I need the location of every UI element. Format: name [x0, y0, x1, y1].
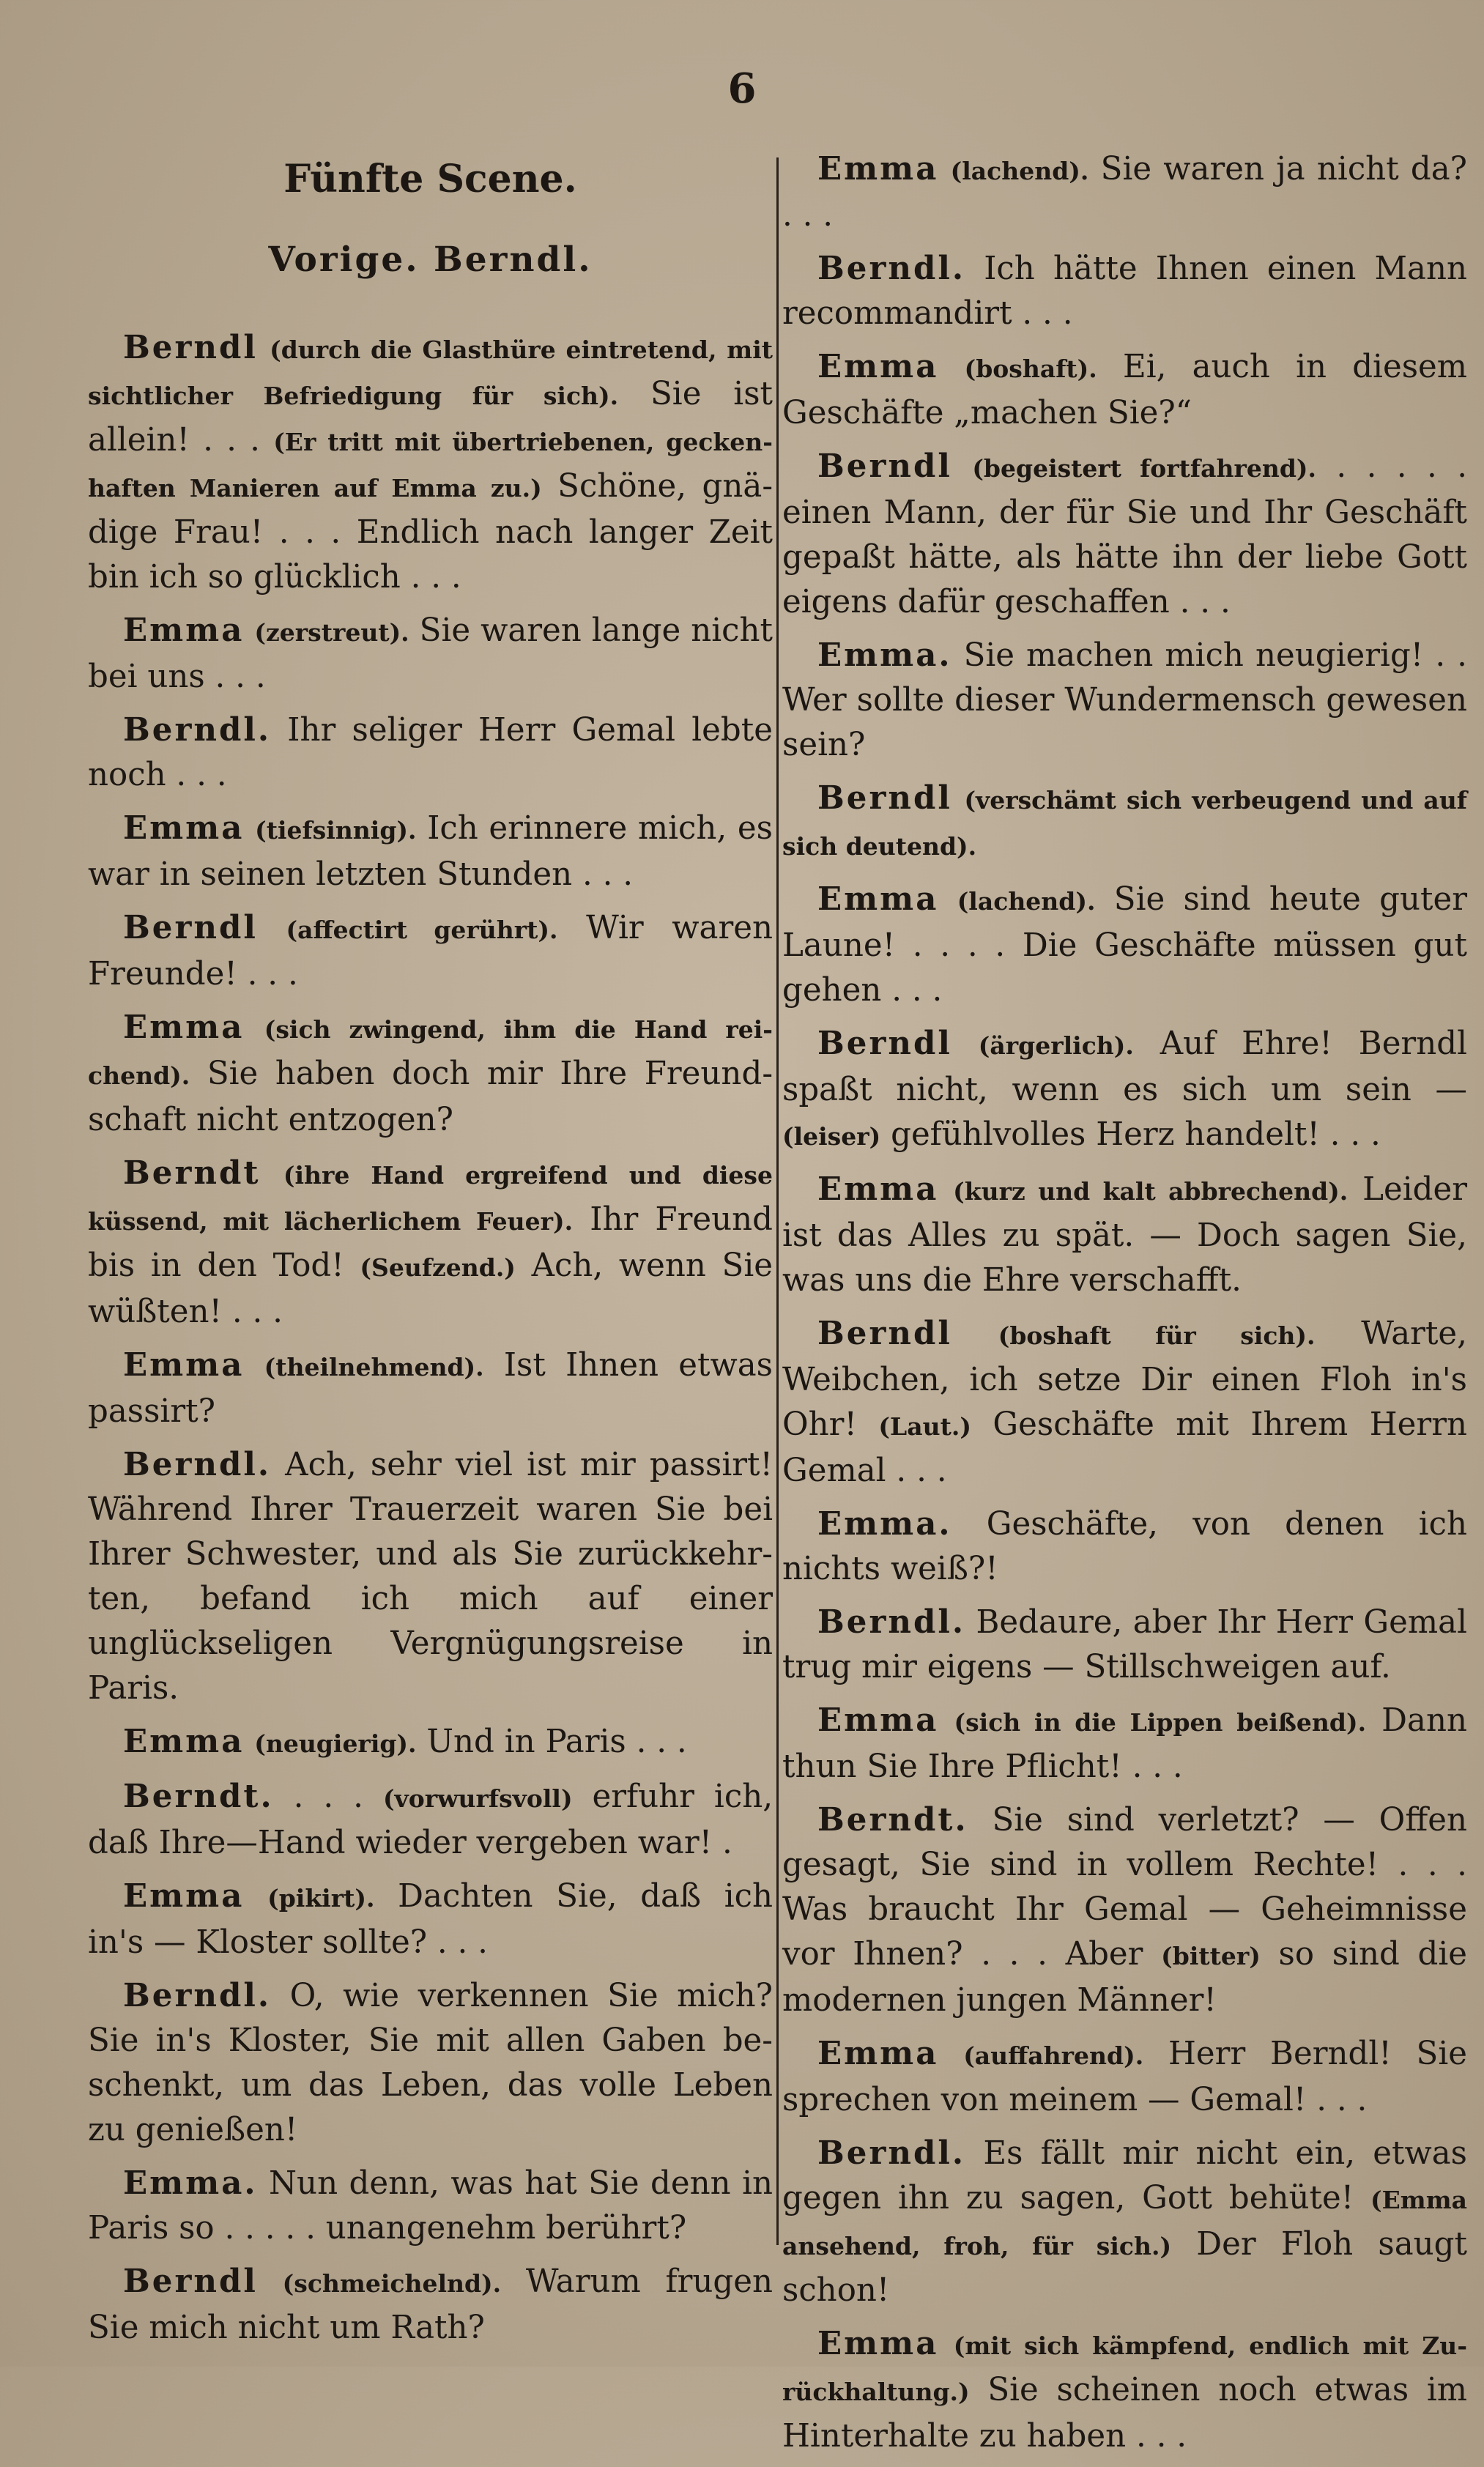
stage-direction: (ärgerlich). — [978, 1031, 1134, 1060]
speech-text: Warte, Weibchen, ich setze Dir einen Floh in's Ohr! — [782, 1316, 1468, 1443]
speech-paragraph — [88, 1973, 773, 2153]
speech-text: . . . — [293, 1778, 363, 1815]
stage-direction: (sich in die Lippen beißend). — [954, 1708, 1367, 1737]
speech-text: Geschäfte, von denen ich nichts weiß?! — [782, 1506, 1467, 1587]
speaker-name: Berndl — [123, 2263, 258, 2300]
speech-paragraph — [782, 146, 1467, 238]
stage-direction: (mit sich kämpfend, endlich mit Zurückhaltung.) — [782, 2331, 1468, 2406]
speech-text: Ach, sehr viel ist mir passirt! Während Ihrer Trauerzeit waren Sie bei Ihrer Schwester, und als Sie zurückkehrten, befand ich mich auf einer unglückseligen Vergnügungsreise in Paris. — [88, 1447, 773, 1707]
speech-text: Sie waren lange nicht bei uns . . . — [88, 612, 773, 695]
speech-paragraph — [782, 344, 1467, 436]
speech-paragraph — [782, 444, 1467, 625]
stage-direction: (bitter) — [1161, 1942, 1261, 1970]
page-number: 6 — [727, 64, 757, 113]
speaker-name: Emma. — [817, 1505, 952, 1543]
speech-text: Sie waren ja nicht da? . . . — [782, 151, 1467, 234]
speech-text: Herr Berndl! Sie sprechen von meinem — Gemal! . . . — [782, 2036, 1468, 2118]
stage-direction: (Er tritt mit übertriebenen, geckenhaften Manieren auf Emma zu.) — [88, 428, 773, 502]
speech-text: Ach, wenn Sie wüßten! . . . — [88, 1247, 773, 1330]
stage-direction: (kurz und kalt abbrechend). — [953, 1177, 1348, 1206]
speech-text: Dachten Sie, daß ich in's — Kloster sollte? . . . — [88, 1878, 773, 1961]
speech-paragraph — [782, 776, 1467, 869]
speaker-name: Emma — [817, 1702, 939, 1739]
stage-direction: (begeistert fortfahrend). — [972, 454, 1317, 483]
speech-paragraph — [782, 1311, 1467, 1494]
speaker-name: Berndl — [817, 1025, 952, 1062]
speech-text: erfuhr ich, daß Ihre—Hand wieder vergeben war! . — [88, 1778, 773, 1861]
stage-direction: (schmeichelnd). — [282, 2269, 502, 2298]
speaker-name: Emma — [817, 2325, 939, 2362]
speaker-name: Emma. — [817, 637, 952, 674]
speech-text: Es fällt mir nicht ein, etwas gegen ihn zu sagen, Gott behüte! — [782, 2135, 1468, 2216]
speech-paragraph — [88, 1005, 773, 1143]
speech-paragraph — [88, 1774, 773, 1866]
speech-text: Schöne, gnädige Frau! . . . Endlich nach langer Zeit bin ich so glücklich . . . — [88, 468, 773, 596]
speaker-name: Berndt. — [817, 1801, 968, 1839]
stage-direction: (sich zwingend, ihm die Hand reichend). — [88, 1015, 773, 1090]
speech-text: Sie sind verletzt? — Offen gesagt, Sie sind in vollem Rechte! . . . Was braucht Ihr Gemal — Geheimnisse vor Ihnen? . . . Aber — [782, 1802, 1467, 1973]
speech-text: Warum frugen Sie mich nicht um Rath? — [88, 2263, 773, 2346]
speech-text: Sie machen mich neugierig! . . Wer sollte dieser Wundermensch gewesen sein? — [782, 637, 1467, 763]
speaker-name: Emma — [817, 150, 939, 188]
speaker-name: Berndl — [817, 448, 952, 485]
speaker-name: Emma — [123, 1877, 245, 1915]
stage-direction: (durch die Glasthüre eintretend, mit sichtlicher Befriedigung für sich). — [88, 335, 773, 410]
stage-direction: (ihre Hand ergreifend und diese küssend, mit lächerlichem Feuer). — [88, 1161, 773, 1236]
speech-paragraph — [88, 608, 773, 700]
stage-direction: (pikirt). — [267, 1884, 375, 1913]
speech-paragraph — [88, 1719, 773, 1766]
speaker-name: Emma — [817, 880, 939, 918]
stage-direction: (Seufzend.) — [360, 1253, 516, 1282]
speaker-name: Berndl. — [817, 2134, 966, 2172]
stage-direction: (boshaft für sich). — [998, 1321, 1316, 1350]
speech-paragraph — [88, 325, 773, 600]
speaker-name: Berndt — [123, 1154, 261, 1192]
speech-paragraph — [88, 1151, 773, 1335]
stage-direction: (theilnehmend). — [264, 1353, 484, 1381]
speech-paragraph — [782, 1502, 1467, 1592]
stage-direction: (auffahrend). — [963, 2041, 1144, 2070]
speech-paragraph — [782, 2031, 1467, 2123]
speech-text: Geschäfte mit Ihrem Herrn Gemal . . . — [782, 1406, 1468, 1489]
speech-text: Sie scheinen noch etwas im Hinterhalte zu haben . . . — [782, 2372, 1468, 2455]
speech-text: Und in Paris . . . — [426, 1724, 687, 1760]
speaker-name: Berndl — [817, 779, 952, 817]
speech-text: Wir waren Freunde! . . . — [88, 910, 773, 993]
speaker-name: Emma — [817, 1171, 939, 1208]
speech-paragraph — [88, 2161, 773, 2251]
speaker-name: Emma — [123, 1009, 245, 1046]
stage-direction: (affectirt gerührt). — [286, 916, 558, 944]
speech-text: O, wie verkennen Sie mich? Sie in's Kloster, Sie mit allen Gaben beschenkt, um das Leben, das volle Leben zu genießen! — [88, 1978, 773, 2148]
speech-paragraph — [88, 1874, 773, 1965]
speech-text: Ich erinnere mich, es war in seinen letzten Stunden . . . — [88, 810, 773, 893]
speaker-name: Emma — [817, 2035, 939, 2072]
speaker-name: Berndl. — [817, 1603, 966, 1641]
speech-text: Ei, auch in diesem Geschäfte „machen Sie?“ — [782, 349, 1468, 431]
speaker-name: Berndl. — [817, 250, 966, 287]
speech-text: . . . . . einen Mann, der für Sie und Ihr Geschäft gepaßt hätte, als hätte ihn der liebe Gott eigens dafür geschaffen . . . — [782, 448, 1468, 620]
speech-paragraph — [782, 1021, 1467, 1159]
stage-direction: (vorwurfsvoll) — [382, 1784, 573, 1813]
speaker-name: Emma — [123, 809, 245, 847]
speech-text: gefühlvolles Herz handelt! . . . — [891, 1116, 1381, 1153]
speech-paragraph — [88, 2259, 773, 2351]
stage-direction: (lachend). — [957, 887, 1096, 916]
stage-direction: (boshaft). — [964, 355, 1097, 383]
speech-paragraph — [782, 633, 1467, 768]
speaker-name: Emma — [817, 348, 939, 385]
stage-direction: (leiser) — [782, 1122, 881, 1151]
speech-text: Auf Ehre! Berndl spaßt nicht, wenn es sich um sein — — [782, 1025, 1468, 1108]
right-column — [782, 146, 1467, 2467]
column-divider — [776, 157, 779, 2245]
right-speeches — [782, 146, 1467, 2459]
speech-paragraph — [782, 2321, 1467, 2459]
stage-direction: (Emma ansehend, froh, für sich.) — [782, 2186, 1468, 2260]
speech-text: Nun denn, was hat Sie denn in Paris so . . . . . unangenehm berührt? — [88, 2165, 773, 2247]
stage-direction: (tiefsinnig). — [255, 816, 417, 845]
stage-direction: (verschämt sich verbeugend und auf sich deutend). — [782, 786, 1468, 861]
speaker-name: Berndl — [817, 1315, 952, 1352]
speech-paragraph — [88, 905, 773, 997]
stage-direction: (zerstreut). — [254, 618, 409, 647]
speech-paragraph — [782, 1798, 1467, 2023]
speaker-name: Emma — [123, 612, 245, 649]
speech-paragraph — [782, 1698, 1467, 1789]
left-column — [88, 146, 773, 2359]
speech-paragraph — [88, 806, 773, 897]
speaker-name: Berndl. — [123, 1977, 272, 2014]
speech-paragraph — [88, 1343, 773, 1434]
speech-paragraph — [88, 708, 773, 798]
speech-text: Sie sind heute guter Laune! . . . . Die Geschäfte müssen gut gehen . . . — [782, 881, 1468, 1009]
scene-characters: Vorige. Berndl. — [268, 240, 593, 280]
speaker-name: Emma — [123, 1346, 245, 1384]
speaker-name: Emma — [123, 1723, 245, 1760]
speaker-name: Berndl — [123, 909, 258, 946]
stage-direction: (neugierig). — [254, 1729, 417, 1758]
speech-text: Sie haben doch mir Ihre Freundschaft nicht entzogen? — [88, 1056, 773, 1138]
speech-text: Ihr Freund bis in den Tod! — [88, 1201, 773, 1284]
speech-text: Sie ist allein! . . . — [88, 376, 773, 459]
speech-text: so sind die modernen jungen Männer! — [782, 1936, 1467, 2019]
speech-text: Leider ist das Alles zu spät. — Doch sagen Sie, was uns die Ehre verschafft. — [782, 1171, 1467, 1299]
stage-direction: (lachend). — [950, 157, 1089, 185]
scene-heading: Fünfte Scene. — [283, 157, 577, 201]
speaker-name: Berndl — [123, 329, 258, 366]
speech-text: Der Floh saugt schon! — [782, 2226, 1468, 2309]
speech-paragraph — [782, 2131, 1467, 2313]
speech-paragraph — [88, 1442, 773, 1711]
stage-direction: (Laut.) — [878, 1412, 971, 1441]
speaker-name: Berndl. — [123, 1446, 272, 1483]
speaker-name: Berndl. — [123, 711, 272, 749]
speech-text: Dann thun Sie Ihre Pflicht! . . . — [782, 1702, 1468, 1785]
speaker-name: Berndt. — [123, 1778, 274, 1815]
speech-paragraph — [782, 246, 1467, 336]
speech-text: Ich hätte Ihnen einen Mann recommandirt . . . — [782, 251, 1468, 332]
speech-paragraph — [782, 1167, 1467, 1303]
speaker-name: Emma. — [123, 2164, 258, 2202]
speech-text: Ist Ihnen etwas passirt? — [88, 1347, 773, 1430]
speech-text: Bedaure, aber Ihr Herr Gemal trug mir eigens — Stillschweigen auf. — [782, 1604, 1467, 1685]
speech-paragraph — [782, 877, 1467, 1013]
speech-text: Ihr seliger Herr Gemal lebte noch . . . — [88, 712, 773, 793]
speech-paragraph — [782, 1600, 1467, 1690]
left-speeches — [88, 325, 773, 2351]
